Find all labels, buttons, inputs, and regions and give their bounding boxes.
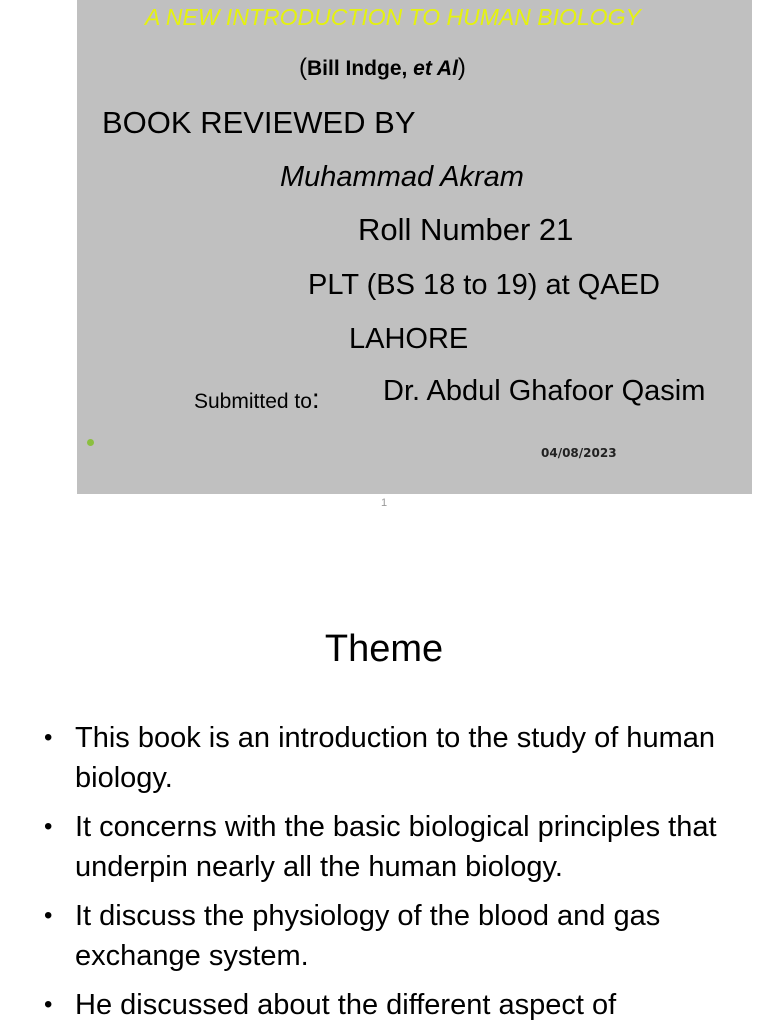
slide-date: 04/08/2023 [541, 446, 617, 460]
submitted-to-label [194, 383, 320, 415]
book-authors [299, 54, 466, 82]
reviewed-by-label: BOOK REVIEWED BY [102, 105, 416, 140]
title-slide [77, 0, 752, 494]
submitted-to-colon: : [311, 383, 320, 414]
bullet-icon: • [44, 724, 53, 751]
roll-number: Roll Number 21 [358, 212, 574, 247]
page-number: 1 [380, 497, 388, 509]
book-title: A NEW INTRODUCTION TO HUMAN BIOLOGY [145, 4, 641, 30]
bullet-text: It discuss the physiology of the blood and gas exchange system. [75, 900, 661, 972]
bullet-icon: • [44, 991, 53, 1018]
bullet-text: It concerns with the basic biological principles that underpin nearly all the human biology. [75, 811, 717, 883]
bullet-text: This book is an introduction to the study of human biology. [75, 722, 715, 794]
program-line: PLT (BS 18 to 19) at QAED [308, 269, 660, 301]
reviewer-name: Muhammad Akram [280, 161, 524, 193]
list-item [44, 985, 744, 1025]
list-item [44, 807, 744, 887]
bullet-icon: • [44, 902, 53, 929]
authors-open-paren: ( [299, 54, 307, 81]
bullet-icon: • [44, 813, 53, 840]
slide-heading: Theme [324, 628, 444, 670]
city: LAHORE [349, 323, 469, 355]
list-item [44, 718, 744, 798]
authors-etal: et Al [413, 57, 458, 80]
supervisor-name: Dr. Abdul Ghafoor Qasim [383, 375, 706, 407]
list-item [44, 896, 744, 976]
bullet-list [44, 718, 744, 1034]
submitted-to-text: Submitted to [194, 390, 312, 413]
authors-name: Bill Indge, [307, 57, 414, 80]
theme-slide [0, 600, 768, 1024]
bullet-text: He discussed about the different aspect of [75, 989, 617, 1021]
authors-close-paren: ) [457, 54, 466, 81]
green-bullet-icon [87, 439, 94, 446]
